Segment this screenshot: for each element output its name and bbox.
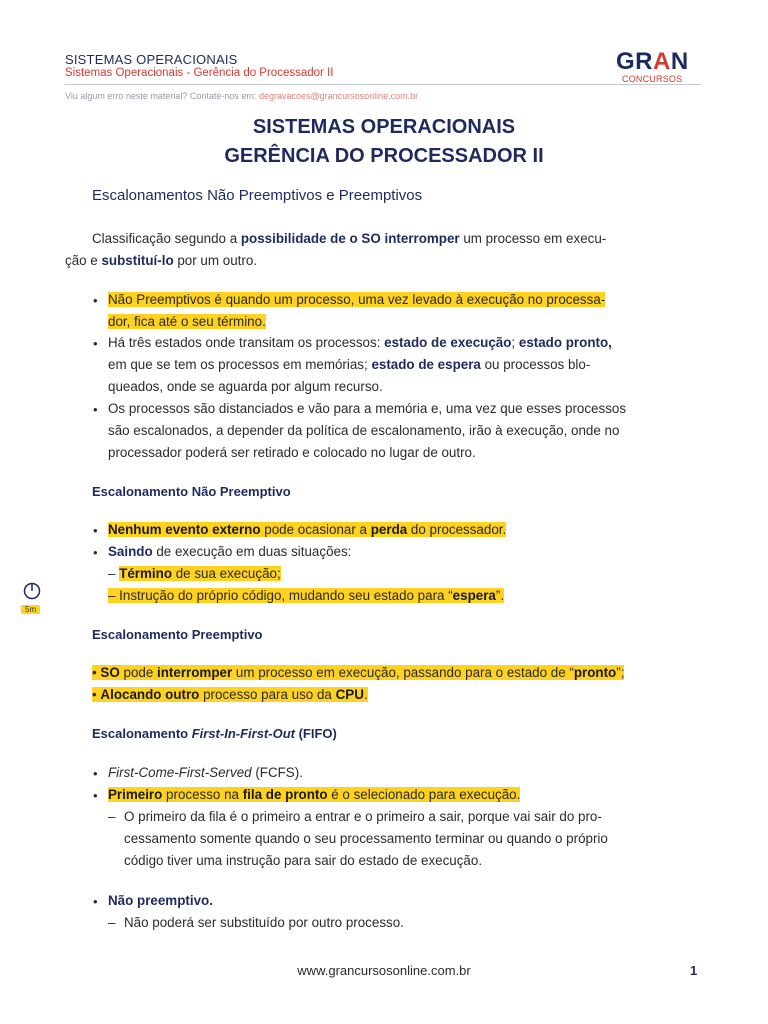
list-item: • Alocando outro processo para uso da CPU. (92, 687, 368, 702)
list-item-cont: queados, onde se aguarda por algum recurso. (108, 379, 383, 394)
list-item: • SO pode interromper um processo em execução, passando para o estado de “pronto”; (92, 665, 625, 680)
contact-email[interactable]: degravacoes@grancursosonline.com.br (258, 91, 419, 101)
page-title-line1: SISTEMAS OPERACIONAIS (252, 116, 516, 138)
logo-a: A (653, 48, 671, 75)
footer-url[interactable]: www.grancursosonline.com.br (297, 963, 471, 978)
list-item-cont: dor, fica até o seu término. (108, 314, 266, 329)
bullet-point: • (93, 545, 98, 560)
dash-item: Não poderá ser substituído por outro processo. (124, 915, 404, 930)
contact-prefix: Viu algum erro neste material? Contate-nos em: (65, 91, 259, 101)
dash-mark: – (108, 915, 116, 930)
timer-icon (23, 582, 41, 600)
intro-line1: Classificação segundo a possibilidade de o SO interromper um processo em execu- (92, 231, 607, 246)
intro-line2: ção e substituí-lo por um outro. (65, 253, 257, 268)
logo-gr: GR (616, 48, 653, 75)
bullet-point: • (93, 336, 98, 351)
dash-item-cont: código tiver uma instrução para sair do estado de execução. (124, 853, 483, 868)
subsection-title-nonpreemptive: Escalonamento Não Preemptivo (92, 484, 291, 499)
dash-item-cont: cessamento somente quando o seu processamento terminar ou quando o próprio (124, 831, 608, 846)
logo-n: N (670, 48, 689, 75)
logo-sub: CONCURSOS (622, 74, 683, 84)
timer-label: 5m (21, 605, 40, 614)
header-divider (65, 84, 701, 85)
bullet-point: • (93, 523, 98, 538)
dash-item: – Instrução do próprio código, mudando seu estado para “espera”. (108, 588, 505, 603)
list-item: Não Preemptivos é quando um processo, uma vez levado à execução no processa- (108, 292, 606, 307)
dash-mark: – (108, 809, 116, 824)
bullet-point: • (93, 766, 98, 781)
list-item: Primeiro processo na fila de pronto é o selecionado para execução. (108, 787, 521, 802)
list-item-cont: em que se tem os processos em memórias; estado de espera ou processos blo- (108, 357, 591, 372)
header-subtitle: Sistemas Operacionais - Gerência do Processador II (65, 67, 334, 79)
list-item: Há três estados onde transitam os processos: estado de execução; estado pronto, (108, 335, 612, 350)
list-item: Os processos são distanciados e vão para a memória e, uma vez que esses processos (108, 401, 627, 416)
list-item-cont: processador poderá ser retirado e colocado no lugar de outro. (108, 445, 476, 460)
dash-item: O primeiro da fila é o primeiro a entrar e o primeiro a sair, porque vai sair do pro- (124, 809, 602, 824)
section-title: Escalonamentos Não Preemptivos e Preemptivos (92, 187, 423, 204)
dash-item: – Término de sua execução; (108, 566, 281, 581)
bullet-point: • (93, 894, 98, 909)
bullet-point: • (93, 788, 98, 803)
list-item-cont: são escalonados, a depender da política de escalonamento, irão à execução, onde no (108, 423, 620, 438)
subsection-title-fifo: Escalonamento First-In-First-Out (FIFO) (92, 726, 337, 741)
list-item: Saindo de execução em duas situações: (108, 544, 352, 559)
header-course: SISTEMAS OPERACIONAIS (65, 52, 238, 67)
list-item: Nenhum evento externo pode ocasionar a perda do processador. (108, 522, 507, 537)
bullet-point: • (93, 293, 98, 308)
page-number: 1 (690, 963, 698, 978)
list-item: First-Come-First-Served (FCFS). (108, 765, 303, 780)
gran-logo (616, 50, 702, 86)
list-item: Não preemptivo. (108, 893, 213, 908)
page-title-line2: GERÊNCIA DO PROCESSADOR II (224, 145, 544, 167)
bullet-point: • (93, 402, 98, 417)
subsection-title-preemptive: Escalonamento Preemptivo (92, 627, 263, 642)
header-contact (65, 91, 418, 101)
